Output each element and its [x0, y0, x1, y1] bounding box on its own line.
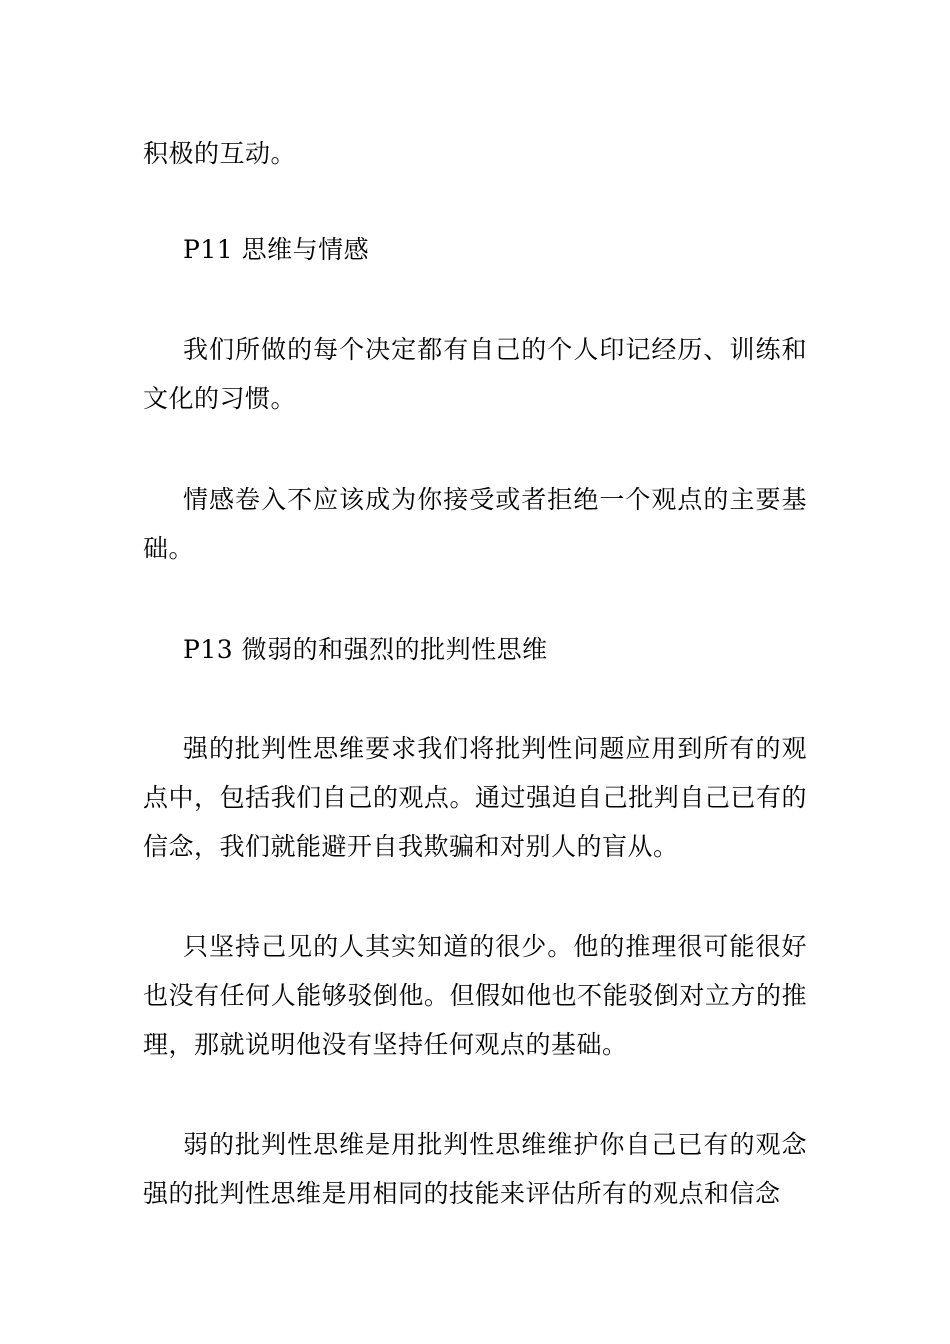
section-heading-p11: P11 思维与情感 — [183, 235, 370, 264]
paragraph-own-opinion: 只坚持己见的人其实知道的很少。他的推理很可能很好也没有任何人能够驳倒他。但假如他也不能驳倒对立方的推理，那就说明他没有坚持任何观点的基础。 — [143, 932, 807, 1059]
paragraph-decisions: 我们所做的每个决定都有自己的个人印记经历、训练和文化的习惯。 — [143, 335, 807, 413]
paragraph-strong-critical-thinking: 强的批判性思维要求我们将批判性问题应用到所有的观点中，包括我们自己的观点。通过强迫自己批判自己已有的信念，我们就能避开自我欺骗和对别人的盲从。 — [143, 734, 807, 861]
paragraph-weak-vs-strong: 弱的批判性思维是用批判性思维维护你自己已有的观念强的批判性思维是用相同的技能来评估所有的观点和信念 — [143, 1130, 807, 1208]
section-heading-p13: P13 微弱的和强烈的批判性思维 — [183, 635, 548, 664]
paragraph-continuation: 积极的互动。 — [143, 139, 297, 168]
paragraph-emotion: 情感卷入不应该成为你接受或者拒绝一个观点的主要基础。 — [143, 485, 807, 563]
